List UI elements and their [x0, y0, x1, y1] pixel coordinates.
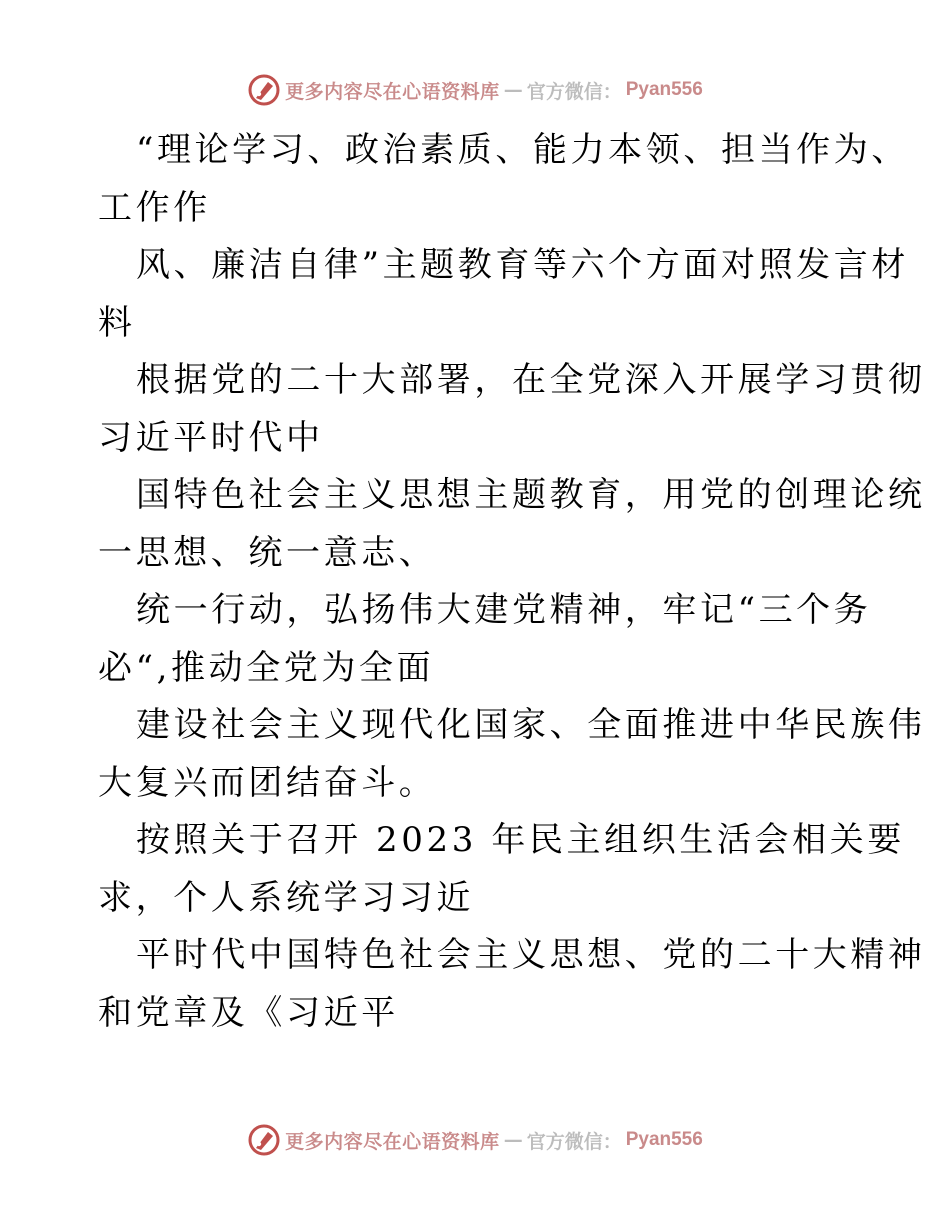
text-line: 国特色社会主义思想主题教育，用党的创理论统 [136, 475, 926, 515]
text-line: 统一行动，弘扬伟大建党精神，牢记“三个务 [136, 590, 872, 630]
text-line: 大复兴而团结奋斗。 [98, 762, 437, 803]
watermark-dash: — [503, 79, 523, 101]
pen-logo-icon [247, 73, 281, 107]
text-line: 必“,推动全党为全面 [98, 647, 435, 688]
text-line: 建设社会主义现代化国家、全面推进中华民族伟 [136, 705, 926, 745]
watermark-wechat-id: Pyan556 [625, 1129, 703, 1150]
pen-logo-icon [247, 1123, 281, 1157]
watermark-wechat-label: 官方微信： [526, 80, 622, 103]
watermark-text: 更多内容尽在心语资料库 [285, 80, 500, 103]
text-line: 工作作 [98, 187, 211, 228]
text-line: 求，个人系统学习习近 [98, 877, 474, 918]
text-line: “理论学习、政治素质、能力本领、担当作为、 [136, 130, 909, 170]
text-line: 按照关于召开 2023 年民主组织生活会相关要 [136, 820, 905, 860]
text-line: 和党章及《习近平 [98, 992, 399, 1033]
text-line: 根据党的二十大部署，在全党深入开展学习贯彻 [136, 360, 926, 400]
watermark-dash: — [503, 1129, 523, 1151]
footer-watermark [0, 1120, 950, 1160]
text-line: 风、廉洁自律”主题教育等六个方面对照发言材 [136, 245, 909, 285]
watermark-text: 更多内容尽在心语资料库 [285, 1130, 500, 1153]
header-watermark [0, 70, 950, 110]
text-line: 习近平时代中 [98, 417, 324, 458]
text-line: 平时代中国特色社会主义思想、党的二十大精神 [136, 935, 926, 975]
text-line: 一思想、统一意志、 [98, 532, 437, 573]
watermark-wechat-label: 官方微信： [526, 1130, 622, 1153]
watermark-wechat-id: Pyan556 [625, 79, 703, 100]
text-line: 料 [98, 302, 136, 343]
document-body [98, 122, 926, 1042]
